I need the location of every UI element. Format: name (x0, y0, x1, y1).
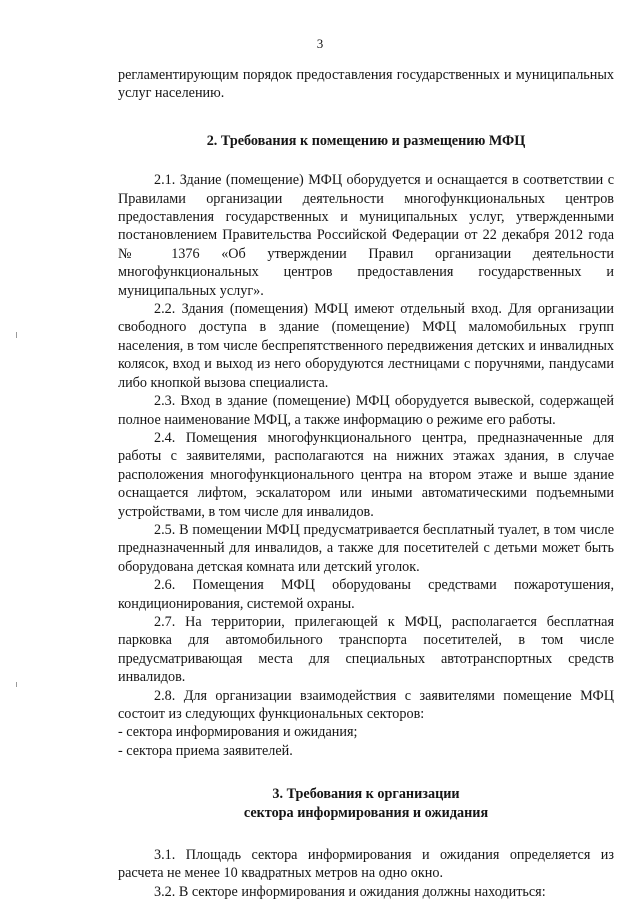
page-number: 3 (316, 36, 324, 51)
clause-3-1: 3.1. Площадь сектора информирования и ожидания определяется из расчета не менее 10 квадратных метров на одно окно. (118, 847, 614, 882)
list-item: - сектора информирования и ожидания; (118, 724, 358, 741)
scan-artifact-mark (16, 682, 17, 687)
section-3-title-line-2: сектора информирования и ожидания (243, 804, 489, 821)
section-2-title: 2. Требования к помещению и размещению МФЦ (206, 132, 526, 149)
clause-2-8: 2.8. Для организации взаимодействия с заявителями помещение МФЦ состоит из следующих функциональных секторов: (118, 687, 614, 722)
clause-2-2: 2.2. Здания (помещения) МФЦ имеют отдельный вход. Для организации свободного доступа в здание (помещение) МФЦ маломобильных групп населения, в том числе беспрепятственного передвижения детских и инвалидных колясок, вход и выход из него оборудуются лестницами с поручнями, пандусами либо кнопкой вызова специалиста. (118, 301, 614, 391)
clause-3-2: 3.2. В секторе информирования и ожидания должны находиться: (154, 883, 546, 900)
intro-fragment: регламентирующим порядок предоставления государственных и муниципальных услуг населению. (118, 67, 614, 102)
document-body (118, 66, 614, 901)
clause-2-4: 2.4. Помещения многофункционального центра, предназначенные для работы с заявителями, располагаются на нижних этажах здания, в случае расположения многофункционального центра на втором этаже и выше здание оснащается лифтом, эскалатором или иными автоматическими подъемными устройствами, в том числе для инвалидов. (118, 429, 614, 520)
spacer (118, 150, 614, 171)
spacer (118, 760, 614, 785)
clause-2-5: 2.5. В помещении МФЦ предусматривается бесплатный туалет, в том числе предназначенный для инвалидов, а также для посетителей с детьми может быть оборудована детская комната или детский уголок. (118, 521, 614, 575)
scan-artifact-mark (16, 332, 17, 338)
spacer (118, 822, 614, 846)
clause-2-1: 2.1. Здание (помещение) МФЦ оборудуется и оснащается в соответствии с Правилами организации деятельности многофункциональных центров предоставления государственных и муниципальных услуг, утвержденными постановлением Правительства Российской Федерации от 22 декабря 2012 года № 1376 «Об утверждении Правил организации деятельности многофункциональных центров предоставления государственных и муниципальных услуг». (118, 172, 614, 299)
section-3-title-line-1: 3. Требования к организации (272, 786, 460, 803)
clause-2-7: 2.7. На территории, прилегающей к МФЦ, располагается бесплатная парковка для автомобильного транспорта посетителей, в том числе предусматривающая места для специальных автотранспортных средств инвалидов. (118, 613, 614, 686)
spacer (118, 103, 614, 132)
clause-2-3: 2.3. Вход в здание (помещение) МФЦ оборудуется вывеской, содержащей полное наименование МФЦ, а также информацию о режиме его работы. (118, 393, 614, 428)
clause-2-6: 2.6. Помещения МФЦ оборудованы средствами пожаротушения, кондиционирования, системой охраны. (118, 577, 614, 612)
list-item: - сектора приема заявителей. (118, 742, 293, 759)
